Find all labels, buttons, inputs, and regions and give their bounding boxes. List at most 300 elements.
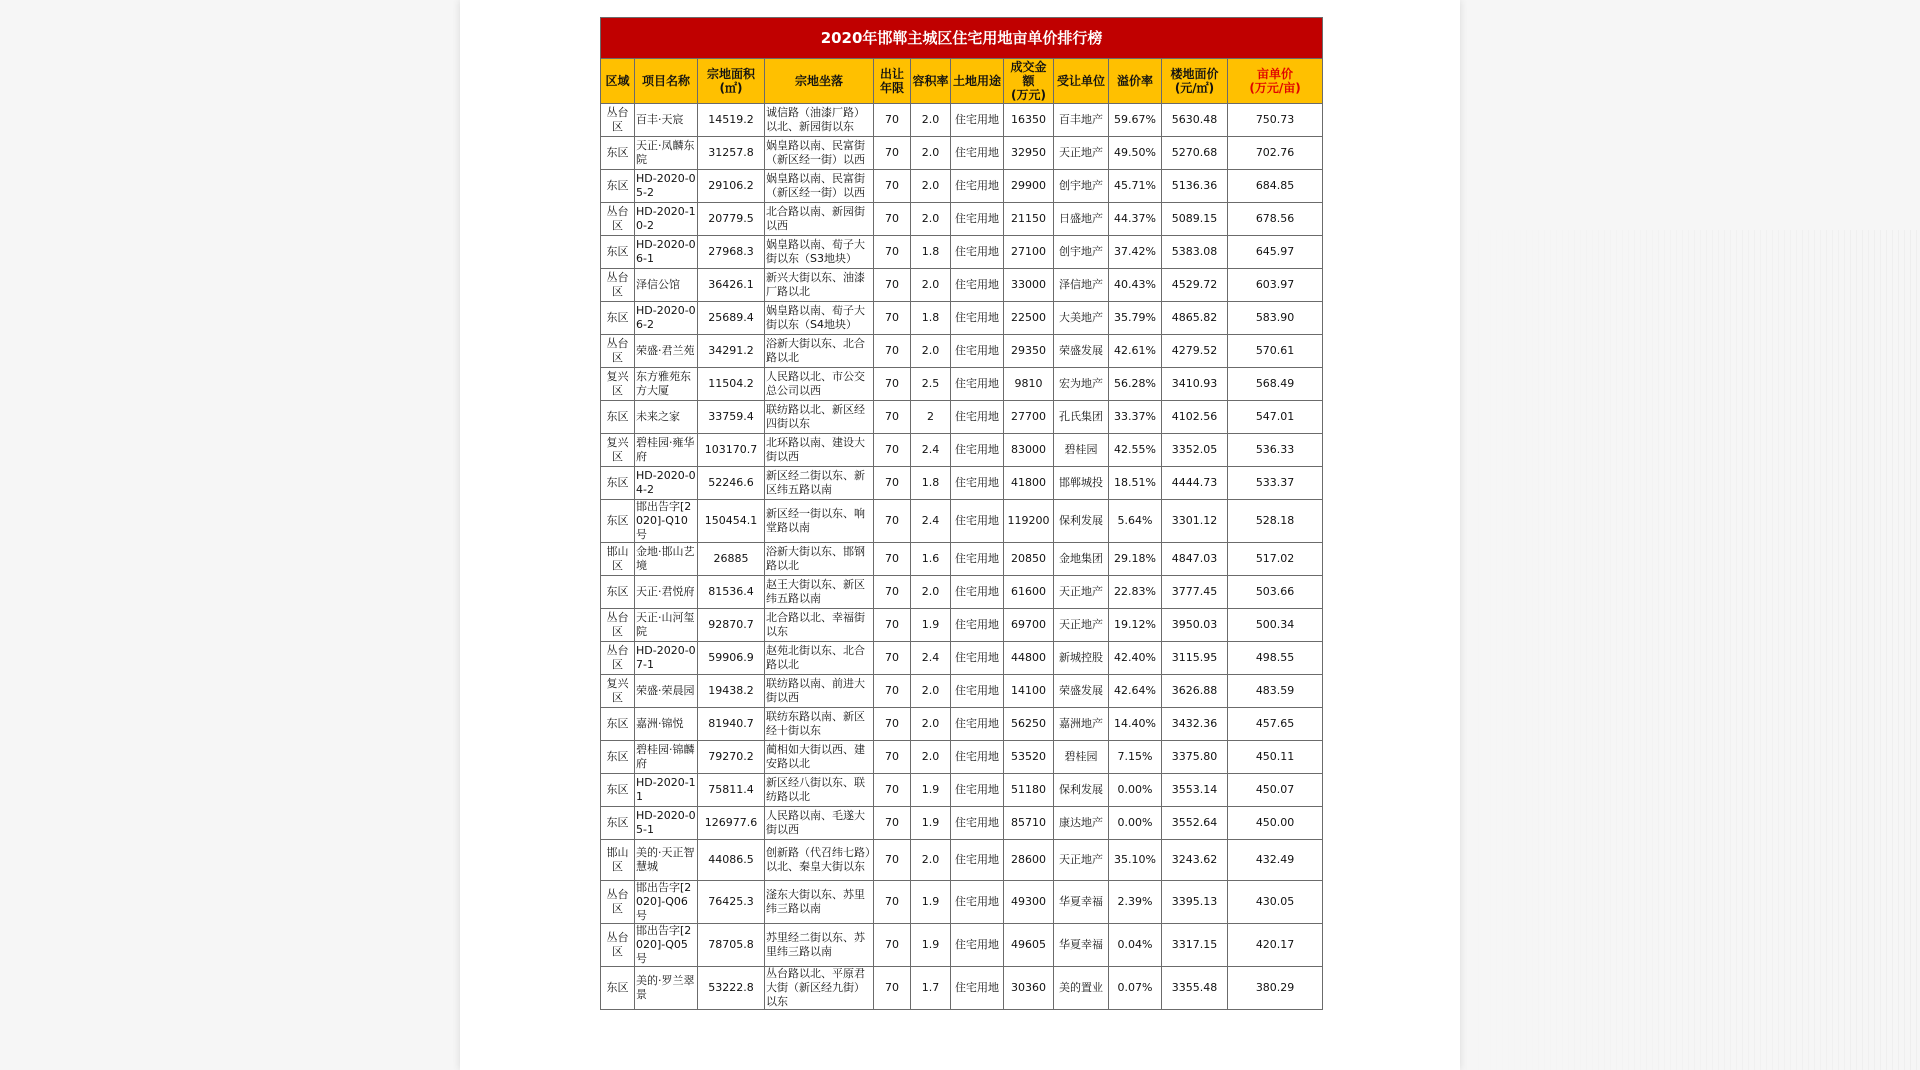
cell-floor-price: 4444.73 <box>1162 467 1228 500</box>
cell-term: 70 <box>874 774 911 807</box>
land-price-table-wrapper <box>600 17 1322 1010</box>
cell-district: 东区 <box>601 467 635 500</box>
table-row <box>601 104 1323 137</box>
cell-use: 住宅用地 <box>951 881 1004 924</box>
cell-premium: 14.40% <box>1109 708 1162 741</box>
cell-term: 70 <box>874 708 911 741</box>
cell-mu-price: 517.02 <box>1228 543 1323 576</box>
cell-term: 70 <box>874 675 911 708</box>
cell-project: 金地·邯山艺境 <box>635 543 698 576</box>
cell-mu-price: 702.76 <box>1228 137 1323 170</box>
cell-amount: 27100 <box>1004 236 1054 269</box>
cell-premium: 35.79% <box>1109 302 1162 335</box>
cell-area: 78705.8 <box>698 924 765 967</box>
cell-buyer: 保利发展 <box>1054 500 1109 543</box>
cell-area: 81536.4 <box>698 576 765 609</box>
background-art <box>1460 230 1920 1070</box>
cell-far: 2.4 <box>911 500 951 543</box>
cell-far: 2 <box>911 401 951 434</box>
cell-premium: 42.40% <box>1109 642 1162 675</box>
cell-amount: 28600 <box>1004 840 1054 881</box>
cell-use: 住宅用地 <box>951 543 1004 576</box>
cell-premium: 59.67% <box>1109 104 1162 137</box>
cell-district: 东区 <box>601 807 635 840</box>
cell-location: 新区经二街以东、新区纬五路以南 <box>765 467 874 500</box>
cell-term: 70 <box>874 609 911 642</box>
cell-district: 邯山区 <box>601 840 635 881</box>
cell-premium: 19.12% <box>1109 609 1162 642</box>
table-row <box>601 924 1323 967</box>
cell-floor-price: 3395.13 <box>1162 881 1228 924</box>
cell-term: 70 <box>874 203 911 236</box>
cell-mu-price: 500.34 <box>1228 609 1323 642</box>
table-row <box>601 170 1323 203</box>
cell-amount: 20850 <box>1004 543 1054 576</box>
cell-mu-price: 583.90 <box>1228 302 1323 335</box>
cell-premium: 0.00% <box>1109 807 1162 840</box>
cell-project: 天正·山河玺院 <box>635 609 698 642</box>
table-row <box>601 203 1323 236</box>
cell-district: 东区 <box>601 967 635 1010</box>
cell-amount: 53520 <box>1004 741 1054 774</box>
header-mu-price <box>1228 59 1323 104</box>
cell-buyer: 嘉洲地产 <box>1054 708 1109 741</box>
cell-premium: 2.39% <box>1109 881 1162 924</box>
table-row <box>601 269 1323 302</box>
cell-term: 70 <box>874 840 911 881</box>
cell-floor-price: 3777.45 <box>1162 576 1228 609</box>
cell-use: 住宅用地 <box>951 401 1004 434</box>
table-row <box>601 576 1323 609</box>
cell-use: 住宅用地 <box>951 642 1004 675</box>
header-area-line2: (㎡) <box>719 81 743 95</box>
cell-premium: 0.00% <box>1109 774 1162 807</box>
cell-floor-price: 3355.48 <box>1162 967 1228 1010</box>
cell-premium: 0.04% <box>1109 924 1162 967</box>
cell-area: 44086.5 <box>698 840 765 881</box>
header-floor-price-line1: 楼地面价 <box>1170 67 1219 81</box>
cell-far: 1.8 <box>911 302 951 335</box>
cell-amount: 14100 <box>1004 675 1054 708</box>
cell-premium: 49.50% <box>1109 137 1162 170</box>
cell-floor-price: 3432.36 <box>1162 708 1228 741</box>
header-term-line2: 年限 <box>879 81 904 95</box>
cell-amount: 32950 <box>1004 137 1054 170</box>
cell-premium: 56.28% <box>1109 368 1162 401</box>
cell-premium: 7.15% <box>1109 741 1162 774</box>
cell-use: 住宅用地 <box>951 434 1004 467</box>
cell-mu-price: 450.00 <box>1228 807 1323 840</box>
header-use: 土地用途 <box>951 59 1004 104</box>
cell-district: 东区 <box>601 302 635 335</box>
cell-mu-price: 684.85 <box>1228 170 1323 203</box>
cell-far: 2.5 <box>911 368 951 401</box>
cell-far: 2.0 <box>911 203 951 236</box>
cell-project: HD-2020-04-2 <box>635 467 698 500</box>
cell-location: 联纺东路以南、新区经十街以东 <box>765 708 874 741</box>
cell-amount: 119200 <box>1004 500 1054 543</box>
cell-area: 29106.2 <box>698 170 765 203</box>
cell-far: 1.6 <box>911 543 951 576</box>
table-row <box>601 675 1323 708</box>
cell-term: 70 <box>874 467 911 500</box>
cell-location: 娲皇路以南、民富街（新区经一街）以西 <box>765 170 874 203</box>
header-area-line1: 宗地面积 <box>706 67 755 81</box>
cell-area: 36426.1 <box>698 269 765 302</box>
cell-mu-price: 483.59 <box>1228 675 1323 708</box>
cell-project: 东方雅苑东方大厦 <box>635 368 698 401</box>
cell-buyer: 大美地产 <box>1054 302 1109 335</box>
cell-buyer: 碧桂园 <box>1054 741 1109 774</box>
cell-far: 2.0 <box>911 137 951 170</box>
cell-project: 泽信公馆 <box>635 269 698 302</box>
cell-buyer: 天正地产 <box>1054 609 1109 642</box>
cell-project: 邯出告字[2020]-Q05号 <box>635 924 698 967</box>
cell-area: 34291.2 <box>698 335 765 368</box>
cell-term: 70 <box>874 335 911 368</box>
table-row <box>601 335 1323 368</box>
header-area <box>698 59 765 104</box>
cell-project: 荣盛·荣晨园 <box>635 675 698 708</box>
land-price-table <box>600 17 1323 1010</box>
table-row <box>601 401 1323 434</box>
cell-term: 70 <box>874 434 911 467</box>
cell-floor-price: 5089.15 <box>1162 203 1228 236</box>
cell-premium: 33.37% <box>1109 401 1162 434</box>
cell-district: 丛台区 <box>601 881 635 924</box>
cell-project: 百丰·天宸 <box>635 104 698 137</box>
cell-district: 东区 <box>601 741 635 774</box>
cell-buyer: 创宇地产 <box>1054 170 1109 203</box>
cell-term: 70 <box>874 967 911 1010</box>
cell-amount: 16350 <box>1004 104 1054 137</box>
cell-floor-price: 3950.03 <box>1162 609 1228 642</box>
cell-amount: 21150 <box>1004 203 1054 236</box>
cell-mu-price: 603.97 <box>1228 269 1323 302</box>
cell-mu-price: 457.65 <box>1228 708 1323 741</box>
cell-floor-price: 5136.36 <box>1162 170 1228 203</box>
table-row <box>601 302 1323 335</box>
table-row <box>601 434 1323 467</box>
cell-floor-price: 3410.93 <box>1162 368 1228 401</box>
cell-premium: 45.71% <box>1109 170 1162 203</box>
cell-floor-price: 4529.72 <box>1162 269 1228 302</box>
cell-term: 70 <box>874 807 911 840</box>
cell-floor-price: 3553.14 <box>1162 774 1228 807</box>
cell-mu-price: 645.97 <box>1228 236 1323 269</box>
page-card <box>460 0 1460 1070</box>
header-buyer: 受让单位 <box>1054 59 1109 104</box>
table-title: 2020年邯郸主城区住宅用地亩单价排行榜 <box>601 18 1323 59</box>
cell-use: 住宅用地 <box>951 302 1004 335</box>
cell-mu-price: 450.11 <box>1228 741 1323 774</box>
cell-far: 1.9 <box>911 774 951 807</box>
cell-district: 丛台区 <box>601 104 635 137</box>
cell-use: 住宅用地 <box>951 741 1004 774</box>
cell-district: 丛台区 <box>601 203 635 236</box>
cell-location: 娲皇路以南、荀子大街以东（S4地块） <box>765 302 874 335</box>
cell-use: 住宅用地 <box>951 203 1004 236</box>
cell-premium: 44.37% <box>1109 203 1162 236</box>
cell-area: 59906.9 <box>698 642 765 675</box>
cell-location: 苏里经二街以东、苏里纬三路以南 <box>765 924 874 967</box>
cell-mu-price: 430.05 <box>1228 881 1323 924</box>
cell-amount: 83000 <box>1004 434 1054 467</box>
cell-area: 75811.4 <box>698 774 765 807</box>
cell-amount: 22500 <box>1004 302 1054 335</box>
table-row <box>601 642 1323 675</box>
table-row <box>601 500 1323 543</box>
header-amount-line1: 成交金额 <box>1010 60 1047 88</box>
table-row <box>601 467 1323 500</box>
cell-buyer: 创宇地产 <box>1054 236 1109 269</box>
cell-district: 丛台区 <box>601 924 635 967</box>
table-row <box>601 368 1323 401</box>
cell-use: 住宅用地 <box>951 708 1004 741</box>
cell-use: 住宅用地 <box>951 137 1004 170</box>
header-term <box>874 59 911 104</box>
cell-location: 赵苑北街以东、北合路以北 <box>765 642 874 675</box>
cell-term: 70 <box>874 236 911 269</box>
cell-buyer: 泽信地产 <box>1054 269 1109 302</box>
cell-floor-price: 3301.12 <box>1162 500 1228 543</box>
cell-district: 丛台区 <box>601 269 635 302</box>
cell-location: 诚信路（油漆厂路）以北、新园街以东 <box>765 104 874 137</box>
cell-far: 1.9 <box>911 924 951 967</box>
cell-buyer: 日盛地产 <box>1054 203 1109 236</box>
cell-buyer: 邯郸城投 <box>1054 467 1109 500</box>
cell-buyer: 百丰地产 <box>1054 104 1109 137</box>
cell-buyer: 保利发展 <box>1054 774 1109 807</box>
cell-location: 娲皇路以南、荀子大街以东（S3地块） <box>765 236 874 269</box>
table-row <box>601 774 1323 807</box>
cell-project: 荣盛·君兰苑 <box>635 335 698 368</box>
cell-project: 天正·凤麟东院 <box>635 137 698 170</box>
header-floor-price-line2: (元/㎡) <box>1174 81 1215 95</box>
header-project: 项目名称 <box>635 59 698 104</box>
cell-area: 20779.5 <box>698 203 765 236</box>
cell-premium: 0.07% <box>1109 967 1162 1010</box>
cell-location: 新区经一街以东、响堂路以南 <box>765 500 874 543</box>
cell-amount: 29900 <box>1004 170 1054 203</box>
table-row <box>601 741 1323 774</box>
table-row <box>601 543 1323 576</box>
cell-area: 14519.2 <box>698 104 765 137</box>
cell-location: 蔺相如大街以西、建安路以北 <box>765 741 874 774</box>
cell-far: 2.0 <box>911 675 951 708</box>
cell-amount: 51180 <box>1004 774 1054 807</box>
cell-area: 126977.6 <box>698 807 765 840</box>
cell-area: 103170.7 <box>698 434 765 467</box>
cell-premium: 42.55% <box>1109 434 1162 467</box>
cell-area: 92870.7 <box>698 609 765 642</box>
cell-mu-price: 533.37 <box>1228 467 1323 500</box>
cell-term: 70 <box>874 924 911 967</box>
cell-district: 东区 <box>601 576 635 609</box>
cell-amount: 49300 <box>1004 881 1054 924</box>
cell-use: 住宅用地 <box>951 609 1004 642</box>
cell-use: 住宅用地 <box>951 924 1004 967</box>
cell-area: 31257.8 <box>698 137 765 170</box>
cell-term: 70 <box>874 741 911 774</box>
cell-mu-price: 570.61 <box>1228 335 1323 368</box>
cell-use: 住宅用地 <box>951 104 1004 137</box>
cell-location: 浴新大街以东、邯钢路以北 <box>765 543 874 576</box>
cell-far: 2.4 <box>911 434 951 467</box>
cell-project: HD-2020-05-2 <box>635 170 698 203</box>
cell-district: 丛台区 <box>601 609 635 642</box>
cell-location: 联纺路以南、前进大街以西 <box>765 675 874 708</box>
cell-location: 滏东大街以东、苏里纬三路以南 <box>765 881 874 924</box>
cell-district: 东区 <box>601 170 635 203</box>
cell-use: 住宅用地 <box>951 967 1004 1010</box>
cell-far: 2.4 <box>911 642 951 675</box>
cell-location: 人民路以北、市公交总公司以西 <box>765 368 874 401</box>
table-row <box>601 840 1323 881</box>
cell-buyer: 荣盛发展 <box>1054 335 1109 368</box>
cell-mu-price: 536.33 <box>1228 434 1323 467</box>
cell-amount: 85710 <box>1004 807 1054 840</box>
cell-location: 赵王大街以东、新区纬五路以南 <box>765 576 874 609</box>
cell-floor-price: 5630.48 <box>1162 104 1228 137</box>
cell-floor-price: 3243.62 <box>1162 840 1228 881</box>
cell-use: 住宅用地 <box>951 467 1004 500</box>
cell-use: 住宅用地 <box>951 675 1004 708</box>
cell-buyer: 华夏幸福 <box>1054 924 1109 967</box>
cell-buyer: 宏为地产 <box>1054 368 1109 401</box>
cell-floor-price: 3552.64 <box>1162 807 1228 840</box>
cell-floor-price: 5383.08 <box>1162 236 1228 269</box>
cell-area: 150454.1 <box>698 500 765 543</box>
cell-mu-price: 380.29 <box>1228 967 1323 1010</box>
cell-project: HD-2020-07-1 <box>635 642 698 675</box>
header-premium: 溢价率 <box>1109 59 1162 104</box>
cell-buyer: 金地集团 <box>1054 543 1109 576</box>
cell-district: 东区 <box>601 774 635 807</box>
cell-use: 住宅用地 <box>951 170 1004 203</box>
cell-area: 27968.3 <box>698 236 765 269</box>
cell-buyer: 孔氏集团 <box>1054 401 1109 434</box>
table-header-row <box>601 59 1323 104</box>
cell-floor-price: 4847.03 <box>1162 543 1228 576</box>
cell-district: 丛台区 <box>601 335 635 368</box>
cell-location: 丛台路以北、平原君大街（新区经九街）以东 <box>765 967 874 1010</box>
cell-area: 25689.4 <box>698 302 765 335</box>
cell-buyer: 天正地产 <box>1054 576 1109 609</box>
cell-floor-price: 3317.15 <box>1162 924 1228 967</box>
cell-far: 2.0 <box>911 170 951 203</box>
cell-location: 新区经八街以东、联纺路以北 <box>765 774 874 807</box>
cell-amount: 30360 <box>1004 967 1054 1010</box>
cell-location: 联纺路以北、新区经四街以东 <box>765 401 874 434</box>
cell-use: 住宅用地 <box>951 576 1004 609</box>
table-row <box>601 807 1323 840</box>
cell-floor-price: 4279.52 <box>1162 335 1228 368</box>
cell-amount: 29350 <box>1004 335 1054 368</box>
cell-buyer: 荣盛发展 <box>1054 675 1109 708</box>
cell-amount: 44800 <box>1004 642 1054 675</box>
cell-district: 东区 <box>601 708 635 741</box>
cell-premium: 42.61% <box>1109 335 1162 368</box>
cell-location: 北合路以北、幸福街以东 <box>765 609 874 642</box>
header-far: 容积率 <box>911 59 951 104</box>
cell-project: 邯出告字[2020]-Q06号 <box>635 881 698 924</box>
cell-district: 邯山区 <box>601 543 635 576</box>
cell-area: 53222.8 <box>698 967 765 1010</box>
table-row <box>601 881 1323 924</box>
cell-term: 70 <box>874 302 911 335</box>
cell-project: 碧桂园·雍华府 <box>635 434 698 467</box>
header-mu-price-line1: 亩单价 <box>1257 67 1294 81</box>
header-mu-price-line2: (万元/亩) <box>1249 81 1301 95</box>
cell-term: 70 <box>874 170 911 203</box>
cell-location: 浴新大街以东、北合路以北 <box>765 335 874 368</box>
cell-buyer: 碧桂园 <box>1054 434 1109 467</box>
cell-use: 住宅用地 <box>951 500 1004 543</box>
cell-mu-price: 498.55 <box>1228 642 1323 675</box>
cell-project: 碧桂园·锦麟府 <box>635 741 698 774</box>
cell-amount: 69700 <box>1004 609 1054 642</box>
cell-term: 70 <box>874 576 911 609</box>
cell-far: 2.0 <box>911 269 951 302</box>
cell-area: 52246.6 <box>698 467 765 500</box>
table-body <box>601 104 1323 1010</box>
header-location: 宗地坐落 <box>765 59 874 104</box>
cell-far: 2.0 <box>911 840 951 881</box>
cell-floor-price: 4102.56 <box>1162 401 1228 434</box>
cell-floor-price: 3115.95 <box>1162 642 1228 675</box>
cell-mu-price: 750.73 <box>1228 104 1323 137</box>
cell-amount: 49605 <box>1004 924 1054 967</box>
cell-premium: 22.83% <box>1109 576 1162 609</box>
cell-far: 1.9 <box>911 881 951 924</box>
cell-mu-price: 528.18 <box>1228 500 1323 543</box>
cell-term: 70 <box>874 104 911 137</box>
cell-buyer: 天正地产 <box>1054 137 1109 170</box>
cell-mu-price: 432.49 <box>1228 840 1323 881</box>
cell-project: HD-2020-06-2 <box>635 302 698 335</box>
cell-location: 人民路以南、毛遂大街以西 <box>765 807 874 840</box>
cell-district: 东区 <box>601 401 635 434</box>
header-amount <box>1004 59 1054 104</box>
cell-project: 天正·君悦府 <box>635 576 698 609</box>
cell-premium: 35.10% <box>1109 840 1162 881</box>
table-title-row <box>601 18 1323 59</box>
cell-area: 81940.7 <box>698 708 765 741</box>
cell-amount: 56250 <box>1004 708 1054 741</box>
cell-use: 住宅用地 <box>951 774 1004 807</box>
header-district: 区域 <box>601 59 635 104</box>
cell-floor-price: 4865.82 <box>1162 302 1228 335</box>
cell-buyer: 新城控股 <box>1054 642 1109 675</box>
cell-premium: 42.64% <box>1109 675 1162 708</box>
cell-far: 1.8 <box>911 236 951 269</box>
cell-mu-price: 678.56 <box>1228 203 1323 236</box>
cell-mu-price: 420.17 <box>1228 924 1323 967</box>
table-row <box>601 609 1323 642</box>
cell-district: 复兴区 <box>601 368 635 401</box>
cell-far: 2.0 <box>911 741 951 774</box>
cell-area: 19438.2 <box>698 675 765 708</box>
header-amount-line2: (万元) <box>1011 88 1046 102</box>
cell-area: 79270.2 <box>698 741 765 774</box>
cell-project: 未来之家 <box>635 401 698 434</box>
cell-district: 东区 <box>601 500 635 543</box>
cell-far: 2.0 <box>911 576 951 609</box>
cell-term: 70 <box>874 500 911 543</box>
cell-far: 1.7 <box>911 967 951 1010</box>
cell-district: 东区 <box>601 137 635 170</box>
